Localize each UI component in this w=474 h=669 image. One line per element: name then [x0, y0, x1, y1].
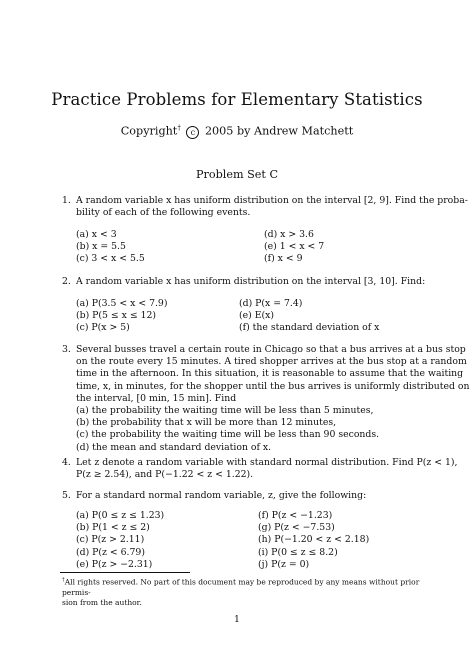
part-item: (a) P(3.5 < x < 7.9): [76, 298, 168, 309]
part-item: (e) E(x): [239, 310, 274, 322]
copyright-rest: 2005 by Andrew Matchett: [204, 124, 354, 138]
part-item: (e) P(z > −2.31): [76, 558, 153, 570]
parts-left-column: [76, 510, 236, 571]
problem-text-line: A random variable x has uniform distribution on the interval [2, 9]. Find the proba-: [76, 195, 468, 206]
parts-left-column: [76, 229, 236, 266]
problem-text-line: (a) the probability the waiting time will be less than 5 minutes,: [76, 404, 374, 416]
problem-text-line: A random variable x has uniform distribution on the interval [3, 10]. Find:: [76, 276, 426, 287]
part-item: (b) P(1 < z ≤ 2): [76, 522, 150, 534]
problem-text: [76, 490, 406, 502]
part-item: (a) x < 3: [76, 229, 117, 240]
copyright-prefix: Copyright: [120, 124, 178, 138]
part-item: (g) P(z < −7.53): [258, 522, 335, 534]
problem-text: [76, 344, 470, 454]
copyright-line: [0, 124, 474, 139]
problem-number: 1.: [62, 195, 71, 206]
part-item: (f) the standard deviation of x: [239, 322, 380, 334]
parts-right-column: [239, 298, 399, 335]
problem-number: 4.: [62, 457, 71, 468]
part-item: (b) P(5 ≤ x ≤ 12): [76, 310, 157, 322]
problem-text-line: the interval, [0 min, 15 min]. Find: [76, 392, 237, 404]
copyright-footnote-mark: †: [177, 124, 181, 132]
part-item: (c) P(z > 2.11): [76, 534, 145, 546]
problem-number: 2.: [62, 276, 71, 287]
problem-text-line: For a standard normal random variable, z, give the following:: [76, 490, 367, 501]
footnote: [62, 575, 422, 608]
parts-right-column: [258, 510, 418, 571]
problem-text: [76, 276, 426, 288]
part-item: (c) P(x > 5): [76, 322, 130, 334]
footnote-divider: [60, 572, 190, 573]
problem-set-title: Problem Set C: [195, 168, 279, 181]
problem-text-line: bility of each of the following events.: [76, 207, 251, 219]
problem-text: [76, 457, 458, 481]
part-item: (e) 1 < x < 7: [264, 241, 325, 253]
problem-text-line: on the route every 15 minutes. A tired shopper arrives at the bus stop at a random: [76, 356, 467, 368]
problem-text-line: (b) the probability that x will be more than 12 minutes,: [76, 417, 337, 429]
part-item: (j) P(z = 0): [258, 558, 310, 570]
problem-text-line: Let z denote a random variable with standard normal distribution. Find P(z < 1),: [76, 457, 458, 468]
problem-text-line: P(z ≥ 2.54), and P(−1.22 < z < 1.22).: [76, 469, 254, 481]
copyright-icon: c: [186, 126, 199, 139]
problem-number: 5.: [62, 490, 71, 501]
document-title: Practice Problems for Elementary Statistics: [51, 90, 423, 109]
part-item: (i) P(0 ≤ z ≤ 8.2): [258, 546, 338, 558]
part-item: (c) 3 < x < 5.5: [76, 253, 145, 265]
problem-text-line: Several busses travel a certain route in Chicago so that a bus arrives at a bus stop: [76, 344, 466, 355]
part-item: (a) P(0 ≤ z ≤ 1.23): [76, 510, 165, 521]
parts-left-column: [76, 298, 236, 335]
footnote-mark: †: [62, 577, 65, 583]
part-item: (h) P(−1.20 < z < 2.18): [258, 534, 370, 546]
part-item: (b) x = 5.5: [76, 241, 126, 253]
part-item: (f) x < 9: [264, 253, 303, 265]
problem-text: [76, 195, 468, 219]
page-number: 1: [234, 614, 240, 625]
part-item: (d) P(x = 7.4): [239, 298, 303, 309]
part-item: (f) P(z < −1.23): [258, 510, 333, 521]
footnote-line: All rights reserved. No part of this document may be reproduced by any means without prior permis-: [62, 577, 420, 597]
footnote-line: sion from the author.: [62, 597, 142, 607]
part-item: (d) P(z < 6.79): [76, 546, 145, 558]
problem-text-line: time in the afternoon. In this situation, it is reasonable to assume that the waiting: [76, 368, 464, 380]
problem-text-line: (c) the probability the waiting time will be less than 90 seconds.: [76, 429, 380, 441]
problem-number: 3.: [62, 344, 71, 355]
problem-text-line: time, x, in minutes, for the shopper until the bus arrives is uniformly distributed on: [76, 380, 470, 392]
parts-right-column: [264, 229, 424, 266]
problem-text-line: (d) the mean and standard deviation of x.: [76, 441, 272, 453]
part-item: (d) x > 3.6: [264, 229, 314, 240]
